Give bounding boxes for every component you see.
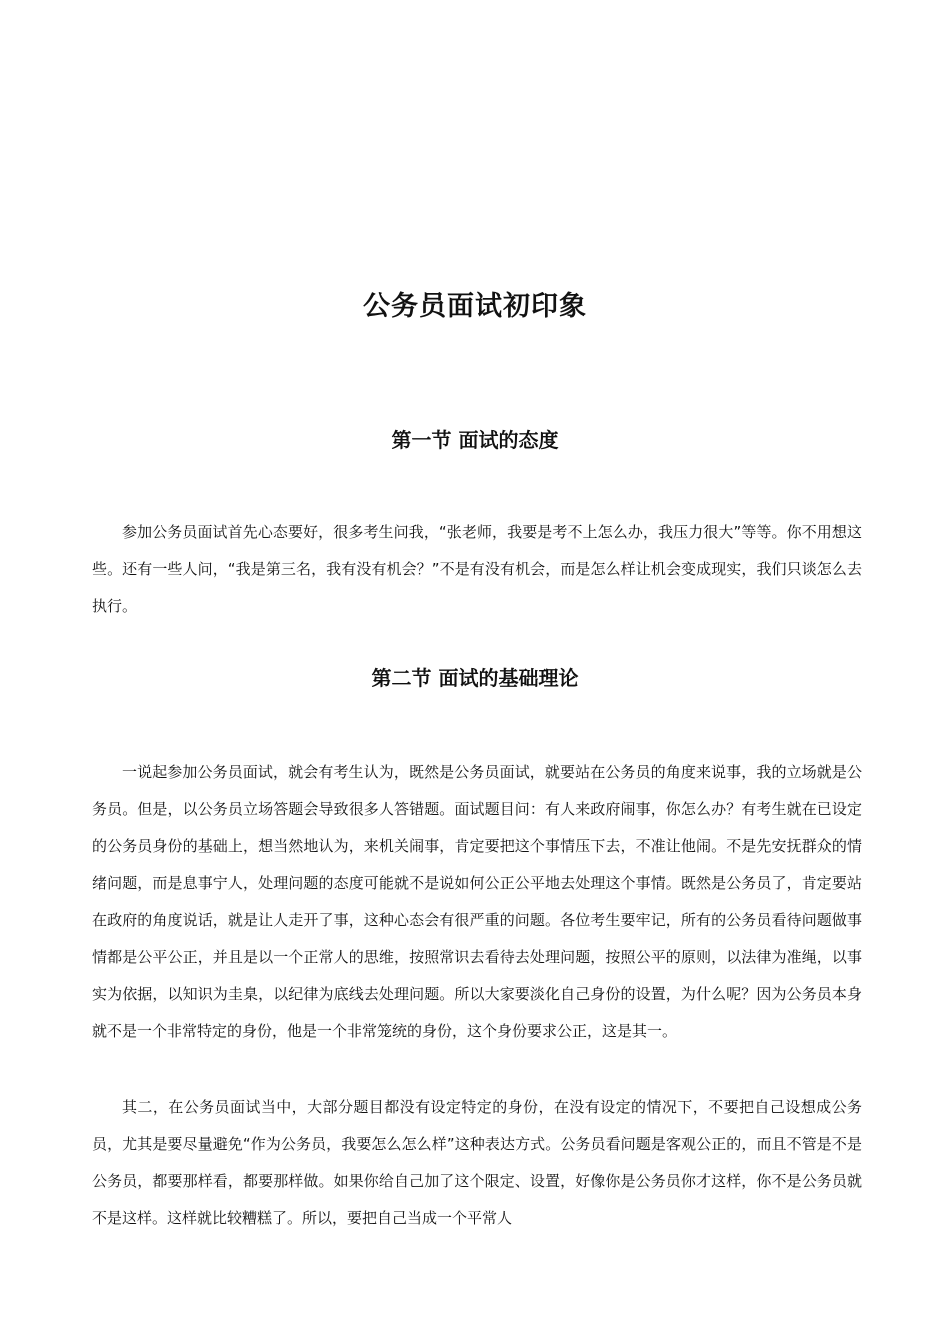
document-title: 公务员面试初印象 bbox=[363, 291, 587, 322]
section-2-paragraph-1: 一说起参加公务员面试，就会有考生认为，既然是公务员面试，就要站在公务员的角度来说事，我的立场就是公务员。但是，以公务员立场答题会导致很多人答错题。面试题目问：有人来政府闹事，你怎么办？有考生就在已设定的公务员身份的基础上，想当然地认为，来机关闹事，肯定要把这个事情压下去，不准让他闹。不是先安抚群众的情绪问题，而是息事宁人，处理问题的态度可能就不是说如何公正公平地去处理这个事情。既然是公务员了，肯定要站在政府的角度说话，就是让人走开了事，这种心态会有很严重的问题。各位考生要牢记，所有的公务员看待问题做事情都是公平公正，并且是以一个正常人的思维，按照常识去看待去处理问题，按照公平的原则，以法律为准绳，以事实为依据，以知识为圭臬，以纪律为底线去处理问题。所以大家要淡化自己身份的设置，为什么呢？因为公务员本身就不是一个非常特定的身份，他是一个非常笼统的身份，这个身份要求公正，这是其一。 bbox=[92, 763, 862, 1040]
section-heading-1: 第一节 面试的态度 bbox=[391, 428, 559, 452]
section-heading-2: 第二节 面试的基础理论 bbox=[371, 666, 579, 690]
section-2-paragraph-2: 其二，在公务员面试当中，大部分题目都没有设定特定的身份，在没有设定的情况下，不要把自己设想成公务员，尤其是要尽量避免“作为公务员，我要怎么怎么样”这种表达方式。公务员看问题是客观公正的，而且不管是不是公务员，都要那样看，都要那样做。如果你给自己加了这个限定、设置，好像你是公务员你才这样，你不是公务员就不是这样。这样就比较糟糕了。所以，要把自己当成一个平常人 bbox=[92, 1098, 862, 1227]
section-1-paragraph-1: 参加公务员面试首先心态要好，很多考生问我，“张老师，我要是考不上怎么办，我压力很大”等等。你不用想这些。还有一些人问，“我是第三名，我有没有机会？”不是有没有机会，而是怎么样让机会变成现实，我们只谈怎么去执行。 bbox=[92, 523, 862, 615]
